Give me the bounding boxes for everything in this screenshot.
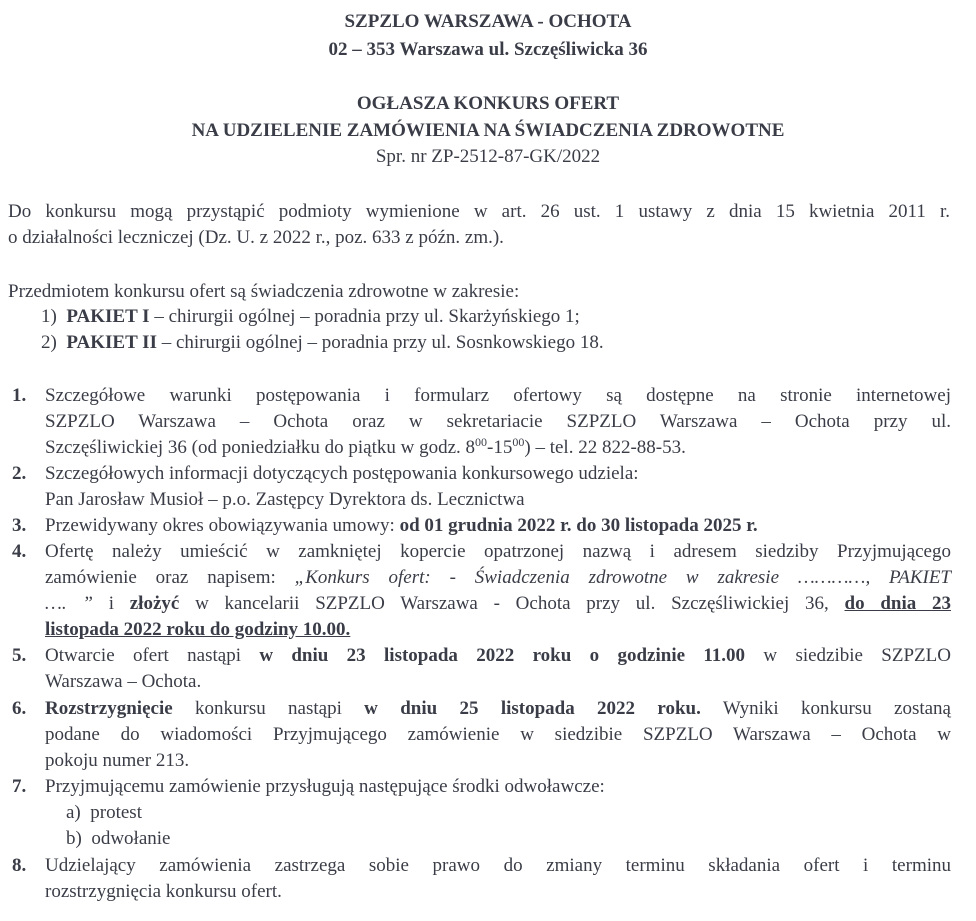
item-3-line-1 bbox=[45, 514, 758, 538]
remedy-letter: b) bbox=[66, 828, 82, 849]
envelope-inscription: …. ” bbox=[45, 593, 93, 614]
item-1-line-1: Szczegółowe warunki postępowania i formularz ofertowy są dostępne na stronie internetowej bbox=[45, 385, 951, 406]
item-8-line-2: rozstrzygnięcia konkursu ofert. bbox=[45, 881, 282, 902]
opening-text: Otwarcie ofert nastąpi bbox=[45, 645, 260, 666]
remedy-text: odwołanie bbox=[91, 828, 171, 849]
item-4-line-3 bbox=[45, 592, 951, 616]
hours-sup: 00 bbox=[475, 435, 488, 449]
hours-text: Szczęśliwickiej 36 (od poniedziałku do piątku w godz. 8 bbox=[45, 437, 476, 458]
item-number: 1. bbox=[12, 385, 27, 406]
item-7-line-1: Przyjmującemu zamówienie przysługują następujące środki odwoławcze: bbox=[45, 776, 605, 797]
submission-verb: złożyć bbox=[129, 593, 180, 614]
item-6-line-1 bbox=[45, 697, 951, 721]
resolution-text: Wyniki konkursu zostaną bbox=[700, 698, 951, 719]
envelope-inscription: „Konkurs ofert: - Świadczenia zdrowotne w zakresie …………, PAKIET bbox=[294, 567, 951, 588]
item-number: 2. bbox=[12, 463, 27, 484]
item-2-line-1: Szczegółowych informacji dotyczących postępowania konkursowego udziela: bbox=[45, 463, 639, 484]
phone-text: ) – tel. 22 822-88-53. bbox=[524, 437, 686, 458]
org-address: 02 – 353 Warszawa ul. Szczęśliwicka 36 bbox=[328, 39, 648, 60]
item-4-line-2 bbox=[45, 566, 951, 590]
opening-date: w dniu 23 listopada 2022 roku o godzinie 11.00 bbox=[259, 645, 746, 666]
package-item bbox=[41, 305, 580, 329]
announcement-title: OGŁASZA KONKURS OFERT bbox=[356, 93, 620, 114]
item-4-line-4 bbox=[45, 618, 350, 642]
item-8-line-1: Udzielający zamówienia zastrzega sobie prawo do zmiany terminu składania ofert i terminu bbox=[45, 855, 951, 876]
resolution-date: w dniu 25 listopada 2022 roku. bbox=[364, 698, 701, 719]
resolution-text: konkursu nastąpi bbox=[172, 698, 365, 719]
item-5-line-1 bbox=[45, 644, 951, 668]
package-name: PAKIET I bbox=[66, 306, 150, 327]
item-number: 4. bbox=[12, 541, 27, 562]
package-text: – chirurgii ogólnej – poradnia przy ul. Skarżyńskiego 1; bbox=[149, 306, 580, 327]
item-1-line-2: SZPZLO Warszawa – Ochota oraz w sekretariacie SZPZLO Warszawa – Ochota przy ul. bbox=[45, 411, 951, 432]
item-6-line-3: pokoju numer 213. bbox=[45, 750, 190, 771]
remedy-letter: a) bbox=[66, 802, 81, 823]
deadline-date: listopada 2022 roku do godziny 10.00. bbox=[45, 619, 351, 640]
subject-lead: Przedmiotem konkursu ofert są świadczenia zdrowotne w zakresie: bbox=[8, 281, 520, 302]
package-item bbox=[41, 331, 604, 355]
item-2-line-2: Pan Jarosław Musioł – p.o. Zastępcy Dyrektora ds. Lecznictwa bbox=[45, 489, 525, 510]
package-text: – chirurgii ogólnej – poradnia przy ul. Sosnkowskiego 18. bbox=[156, 332, 604, 353]
package-number: 1) bbox=[41, 306, 57, 327]
item-number: 5. bbox=[12, 645, 27, 666]
item-number: 3. bbox=[12, 515, 27, 536]
item-number: 6. bbox=[12, 698, 27, 719]
envelope-text: zamówienie oraz napisem: bbox=[45, 567, 295, 588]
opening-text: w siedzibie SZPZLO bbox=[745, 645, 951, 666]
case-number: Spr. nr ZP-2512-87-GK/2022 bbox=[375, 146, 601, 167]
submission-text: w kancelarii SZPZLO Warszawa - Ochota przy ul. Szczęśliwickiej 36, bbox=[179, 593, 845, 614]
org-name: SZPZLO WARSZAWA - OCHOTA bbox=[344, 11, 632, 32]
remedy-item bbox=[66, 827, 170, 851]
deadline-date: do dnia 23 bbox=[844, 593, 951, 614]
hours-sup: 00 bbox=[512, 435, 525, 449]
item-1-line-3 bbox=[45, 436, 686, 460]
intro-line-2: o działalności leczniczej (Dz. U. z 2022 r., poz. 633 z późn. zm.). bbox=[8, 227, 504, 248]
item-4-line-1: Ofertę należy umieścić w zamkniętej kopercie opatrzonej nazwą i adresem siedziby Przyjmującego bbox=[45, 541, 951, 562]
remedy-item bbox=[66, 801, 142, 825]
hours-text: -15 bbox=[487, 437, 513, 458]
item-5-line-2: Warszawa – Ochota. bbox=[45, 671, 202, 692]
contract-period-label: Przewidywany okres obowiązywania umowy: bbox=[45, 515, 400, 536]
submission-text: i bbox=[92, 593, 130, 614]
item-number: 8. bbox=[12, 855, 27, 876]
intro-line-1: Do konkursu mogą przystąpić podmioty wymienione w art. 26 ust. 1 ustawy z dnia 15 kwietnia 2011 r. bbox=[8, 201, 950, 222]
item-6-line-2: podane do wiadomości Przyjmującego zamówienie w siedzibie SZPZLO Warszawa – Ochota w bbox=[45, 724, 951, 745]
item-number: 7. bbox=[12, 776, 27, 797]
package-number: 2) bbox=[41, 332, 57, 353]
package-name: PAKIET II bbox=[66, 332, 157, 353]
remedy-text: protest bbox=[90, 802, 142, 823]
resolution-term: Rozstrzygnięcie bbox=[45, 698, 173, 719]
contract-period-value: od 01 grudnia 2022 r. do 30 listopada 2025 r. bbox=[399, 515, 758, 536]
announcement-subtitle: NA UDZIELENIE ZAMÓWIENIA NA ŚWIADCZENIA ZDROWOTNE bbox=[191, 120, 785, 141]
